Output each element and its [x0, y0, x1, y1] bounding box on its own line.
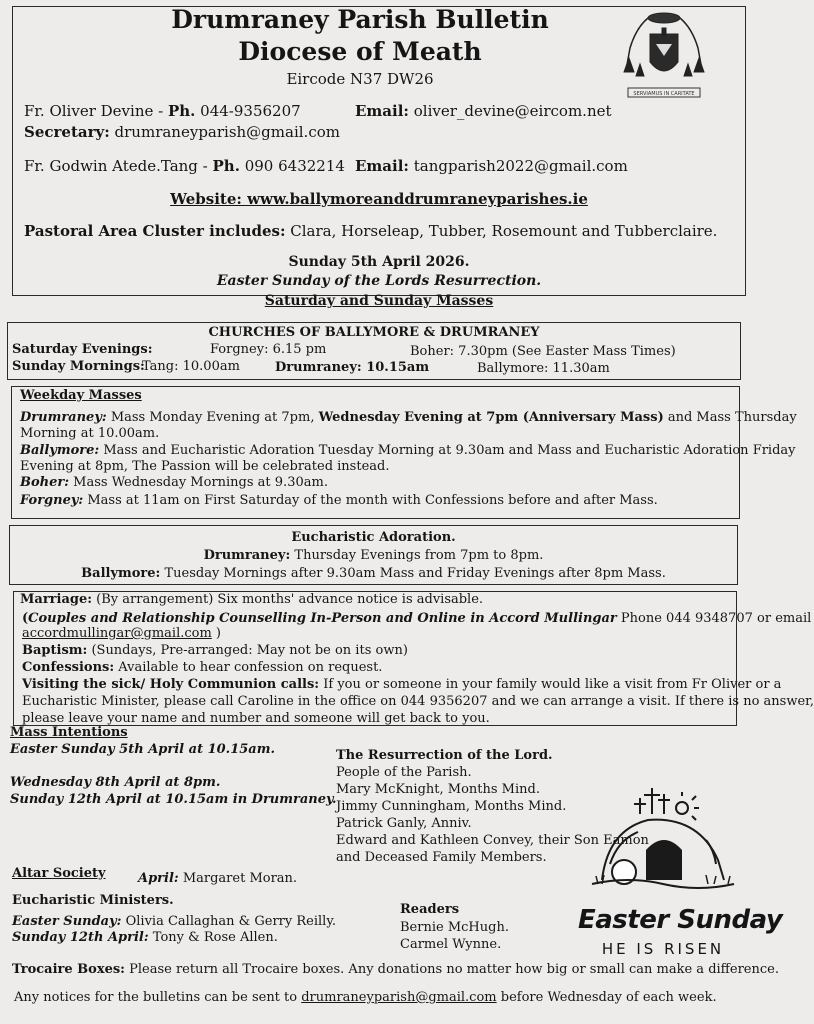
priest1-contact: Fr. Oliver Devine - Ph. 044-9356207	[24, 102, 301, 120]
website-link[interactable]: Website: www.ballymoreanddrumraneyparishes.ie	[170, 190, 588, 208]
weekday-drumraney: Drumraney: Mass Monday Evening at 7pm, Wednesday Evening at 7pm (Anniversary Mass) and Mass Thursday	[20, 410, 797, 425]
accord-email-link[interactable]: accordmullingar@gmail.com	[22, 626, 212, 641]
pastoral-cluster: Pastoral Area Cluster includes: Clara, Horseleap, Tubber, Rosemount and Tubberclaire.	[24, 222, 718, 240]
accord-info: (Couples and Relationship Counselling In-Person and Online in Accord Mullingar Phone 044 9348707 or email	[22, 611, 812, 626]
ministers-easter: Easter Sunday: Olivia Callaghan & Gerry Reilly.	[12, 914, 337, 929]
adoration-drumraney: Drumraney: Thursday Evenings from 7pm to 8pm.	[203, 548, 544, 563]
svg-text:SERVIAMUS IN CARITATE: SERVIAMUS IN CARITATE	[633, 91, 695, 97]
occasion-line: Easter Sunday of the Lords Resurrection.	[216, 273, 542, 289]
saturday-label: Saturday Evenings:	[12, 342, 153, 357]
confessions-info: Confessions: Available to hear confession on request.	[22, 660, 383, 675]
intentions-heading: Mass Intentions	[10, 725, 128, 740]
weekday-boher: Boher: Mass Wednesday Mornings at 9.30am.	[20, 475, 328, 490]
sunday-ballymore: Ballymore: 11.30am	[477, 361, 610, 376]
intention-name: Edward and Kathleen Convey, their Son Eamon	[336, 833, 649, 848]
diocese-title: Diocese of Meath	[238, 37, 482, 66]
weekday-forgney: Forgney: Mass at 11am on First Saturday of the month with Confessions before and after Mass.	[20, 493, 658, 508]
resurrection-heading: The Resurrection of the Lord.	[336, 748, 553, 763]
weekday-ballymore-cont: Evening at 8pm, The Passion will be celebrated instead.	[20, 459, 390, 474]
intention-name: and Deceased Family Members.	[336, 850, 547, 865]
ministers-heading: Eucharistic Ministers.	[12, 893, 174, 908]
saturday-forgney: Forgney: 6.15 pm	[210, 342, 327, 357]
weekday-ballymore: Ballymore: Mass and Eucharistic Adoration Tuesday Morning at 9.30am and Mass and Eucharistic Adoration Friday	[20, 443, 796, 458]
readers-heading: Readers	[400, 902, 460, 917]
adoration-ballymore: Ballymore: Tuesday Mornings after 9.30am Mass and Friday Evenings after 8pm Mass.	[81, 566, 666, 581]
trocaire-notice: Trocaire Boxes: Please return all Trocaire boxes. Any donations no matter how big or small can make a difference.	[12, 962, 779, 977]
sunday-label: Sunday Mornings:	[12, 359, 145, 374]
empty-tomb-icon	[588, 780, 738, 898]
weekday-drumraney-cont: Morning at 10.00am.	[20, 426, 160, 441]
bulletin-notices: Any notices for the bulletins can be sent to drumraneyparish@gmail.com before Wednesday of each week.	[14, 990, 717, 1005]
churches-heading: CHURCHES OF BALLYMORE & DRUMRANEY	[208, 325, 540, 340]
eircode: Eircode N37 DW26	[286, 70, 434, 88]
intention-wednesday: Wednesday 8th April at 8pm.	[10, 775, 221, 790]
priest1-email: Email: oliver_devine@eircom.net	[355, 102, 612, 120]
weekday-heading: Weekday Masses	[20, 388, 142, 403]
sunday-drumraney: Drumraney: 10.15am	[275, 360, 430, 375]
date-line: Sunday 5th April 2026.	[288, 254, 470, 270]
intention-sunday12: Sunday 12th April at 10.15am in Drumraney.	[10, 792, 337, 807]
intention-name: Jimmy Cunningham, Months Mind.	[336, 799, 567, 814]
intention-name: People of the Parish.	[336, 765, 472, 780]
visiting-info-cont2: please leave your name and number and someone will get back to you.	[22, 711, 490, 726]
visiting-info: Visiting the sick/ Holy Communion calls: If you or someone in your family would like a visit from Fr Oliver or a	[22, 677, 782, 692]
altar-society-april: April: Margaret Moran.	[138, 871, 298, 886]
reader-name: Carmel Wynne.	[400, 937, 502, 952]
secretary-contact: Secretary: drumraneyparish@gmail.com	[24, 123, 340, 141]
priest2-email: Email: tangparish2022@gmail.com	[355, 157, 628, 175]
bulletin-title: Drumraney Parish Bulletin	[171, 5, 549, 34]
ministers-sunday12: Sunday 12th April: Tony & Rose Allen.	[12, 930, 278, 945]
altar-society-label: Altar Society	[12, 866, 106, 881]
crest-icon	[616, 8, 712, 100]
marriage-info: Marriage: (By arrangement) Six months' advance notice is advisable.	[20, 592, 484, 607]
adoration-heading: Eucharistic Adoration.	[291, 530, 456, 545]
saturday-boher: Boher: 7.30pm (See Easter Mass Times)	[410, 344, 676, 359]
masses-heading: Saturday and Sunday Masses	[264, 293, 494, 309]
baptism-info: Baptism: (Sundays, Pre-arranged: May not be on its own)	[22, 643, 408, 658]
notices-email-link[interactable]: drumraneyparish@gmail.com	[301, 990, 497, 1005]
intention-name: Patrick Ganly, Anniv.	[336, 816, 472, 831]
easter-sunday-title: Easter Sunday	[578, 905, 783, 935]
intention-easter: Easter Sunday 5th April at 10.15am.	[10, 742, 276, 757]
he-is-risen-text: HE IS RISEN	[601, 940, 725, 958]
accord-email: accordmullingar@gmail.com )	[22, 626, 222, 641]
intention-name: Mary McKnight, Months Mind.	[336, 782, 540, 797]
reader-name: Bernie McHugh.	[400, 920, 509, 935]
priest2-contact: Fr. Godwin Atede.Tang - Ph. 090 6432214	[24, 157, 345, 175]
sunday-tang: Tang: 10.00am	[142, 359, 240, 374]
visiting-info-cont: Eucharistic Minister, please call Caroline in the office on 044 9356207 and we can arrange a visit. If there is no answer,	[22, 694, 814, 709]
